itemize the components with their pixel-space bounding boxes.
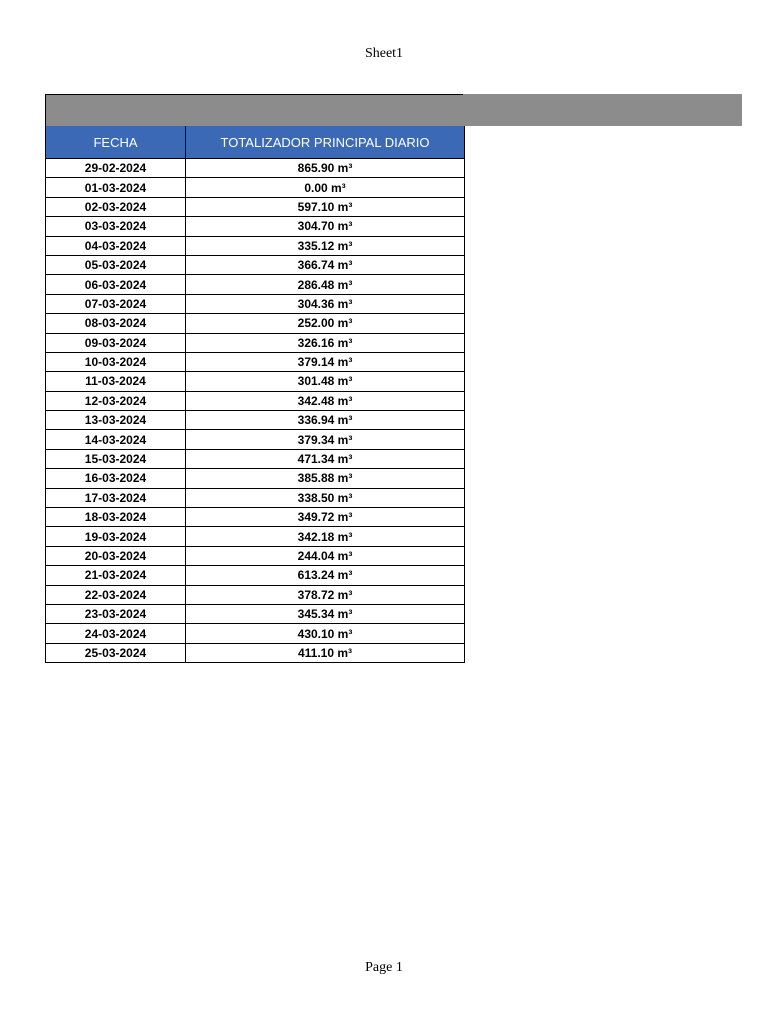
cell-fecha: 12-03-2024 (46, 391, 186, 410)
cell-totalizador: 342.18 m³ (186, 527, 465, 546)
cell-fecha: 19-03-2024 (46, 527, 186, 546)
cell-totalizador: 335.12 m³ (186, 236, 465, 255)
cell-totalizador: 286.48 m³ (186, 275, 465, 294)
cell-totalizador: 0.00 m³ (186, 178, 465, 197)
cell-fecha: 20-03-2024 (46, 546, 186, 565)
cell-totalizador: 304.36 m³ (186, 294, 465, 313)
cell-fecha: 24-03-2024 (46, 624, 186, 643)
table-row (46, 391, 465, 410)
cell-totalizador: 471.34 m³ (186, 449, 465, 468)
table-row (46, 275, 465, 294)
cell-fecha: 02-03-2024 (46, 197, 186, 216)
cell-fecha: 01-03-2024 (46, 178, 186, 197)
table-row (46, 255, 465, 274)
table-row (46, 527, 465, 546)
cell-totalizador: 336.94 m³ (186, 411, 465, 430)
cell-totalizador: 613.24 m³ (186, 566, 465, 585)
cell-fecha: 17-03-2024 (46, 488, 186, 507)
cell-fecha: 29-02-2024 (46, 159, 186, 178)
cell-totalizador: 349.72 m³ (186, 508, 465, 527)
cell-fecha: 22-03-2024 (46, 585, 186, 604)
table-row (46, 469, 465, 488)
table-row (46, 508, 465, 527)
table-row (46, 159, 465, 178)
table-row (46, 566, 465, 585)
cell-fecha: 13-03-2024 (46, 411, 186, 430)
cell-totalizador: 244.04 m³ (186, 546, 465, 565)
data-table (45, 126, 465, 663)
cell-fecha: 03-03-2024 (46, 217, 186, 236)
table-row (46, 449, 465, 468)
cell-fecha: 15-03-2024 (46, 449, 186, 468)
table-row (46, 294, 465, 313)
cell-totalizador: 366.74 m³ (186, 255, 465, 274)
column-header-fecha: FECHA (46, 126, 186, 159)
cell-fecha: 25-03-2024 (46, 643, 186, 662)
cell-fecha: 18-03-2024 (46, 508, 186, 527)
column-header-totalizador: TOTALIZADOR PRINCIPAL DIARIO (186, 126, 465, 159)
cell-fecha: 21-03-2024 (46, 566, 186, 585)
table-row (46, 372, 465, 391)
cell-totalizador: 411.10 m³ (186, 643, 465, 662)
table-row (46, 314, 465, 333)
table-row (46, 430, 465, 449)
cell-totalizador: 379.14 m³ (186, 352, 465, 371)
table-row (46, 624, 465, 643)
cell-totalizador: 342.48 m³ (186, 391, 465, 410)
cell-totalizador: 345.34 m³ (186, 604, 465, 623)
header-band-left (45, 94, 465, 126)
table-row (46, 604, 465, 623)
table-row (46, 546, 465, 565)
header-band-right (463, 94, 742, 126)
cell-totalizador: 378.72 m³ (186, 585, 465, 604)
cell-totalizador: 304.70 m³ (186, 217, 465, 236)
cell-totalizador: 326.16 m³ (186, 333, 465, 352)
cell-fecha: 09-03-2024 (46, 333, 186, 352)
cell-totalizador: 301.48 m³ (186, 372, 465, 391)
table-row (46, 178, 465, 197)
table-body (46, 159, 465, 663)
table-row (46, 643, 465, 662)
cell-totalizador: 379.34 m³ (186, 430, 465, 449)
cell-fecha: 14-03-2024 (46, 430, 186, 449)
table-row (46, 217, 465, 236)
table-row (46, 236, 465, 255)
cell-totalizador: 597.10 m³ (186, 197, 465, 216)
page-footer: Page 1 (365, 960, 403, 975)
cell-fecha: 06-03-2024 (46, 275, 186, 294)
table-row (46, 411, 465, 430)
table-row (46, 585, 465, 604)
cell-fecha: 10-03-2024 (46, 352, 186, 371)
cell-fecha: 08-03-2024 (46, 314, 186, 333)
cell-totalizador: 430.10 m³ (186, 624, 465, 643)
cell-totalizador: 338.50 m³ (186, 488, 465, 507)
cell-fecha: 16-03-2024 (46, 469, 186, 488)
table-header-row (46, 126, 465, 159)
table-row (46, 197, 465, 216)
cell-fecha: 23-03-2024 (46, 604, 186, 623)
table-row (46, 352, 465, 371)
cell-totalizador: 385.88 m³ (186, 469, 465, 488)
table-row (46, 333, 465, 352)
cell-fecha: 05-03-2024 (46, 255, 186, 274)
cell-fecha: 07-03-2024 (46, 294, 186, 313)
cell-totalizador: 252.00 m³ (186, 314, 465, 333)
cell-totalizador: 865.90 m³ (186, 159, 465, 178)
cell-fecha: 11-03-2024 (46, 372, 186, 391)
table-row (46, 488, 465, 507)
sheet-title: Sheet1 (364, 46, 404, 61)
cell-fecha: 04-03-2024 (46, 236, 186, 255)
